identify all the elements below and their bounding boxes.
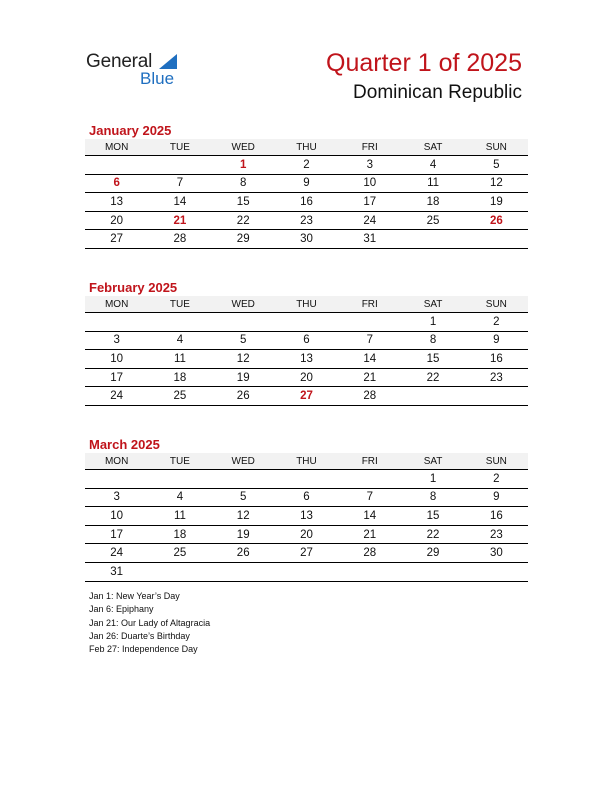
day-cell: 7: [338, 488, 401, 507]
holiday-item: Jan 6: Epiphany: [89, 604, 154, 615]
country-name: Dominican Republic: [353, 82, 522, 103]
day-cell: 11: [401, 174, 464, 193]
day-cell: 20: [275, 525, 338, 544]
weekday-tue: TUE: [148, 453, 211, 470]
empty-day-cell: [465, 562, 528, 581]
day-cell: 25: [148, 387, 211, 406]
day-cell: 10: [85, 507, 148, 526]
day-cell: 24: [85, 544, 148, 563]
day-cell: 25: [401, 211, 464, 230]
weekday-mon: MON: [85, 139, 148, 156]
day-cell: 28: [338, 387, 401, 406]
day-cell: 25: [148, 544, 211, 563]
empty-day-cell: [85, 470, 148, 489]
day-cell: 10: [338, 174, 401, 193]
day-cell: 16: [465, 350, 528, 369]
day-cell: 14: [338, 350, 401, 369]
day-cell: 3: [85, 331, 148, 350]
day-cell: 27: [85, 230, 148, 249]
day-cell: 2: [275, 156, 338, 175]
day-cell: 13: [85, 193, 148, 212]
day-cell: 19: [465, 193, 528, 212]
weekday-thu: THU: [275, 296, 338, 313]
empty-day-cell: [338, 562, 401, 581]
day-cell: 22: [401, 525, 464, 544]
day-cell: 31: [85, 562, 148, 581]
empty-day-cell: [85, 156, 148, 175]
week-row: [85, 562, 528, 581]
day-cell: 20: [85, 211, 148, 230]
day-cell: 16: [465, 507, 528, 526]
week-row: [85, 174, 528, 193]
day-cell: 30: [465, 544, 528, 563]
day-cell: 1: [401, 470, 464, 489]
empty-day-cell: [148, 313, 211, 332]
day-cell: 5: [465, 156, 528, 175]
holiday-day-cell: 1: [212, 156, 275, 175]
empty-day-cell: [212, 470, 275, 489]
brand-logo: [86, 50, 196, 90]
logo-triangle-icon: [159, 54, 177, 69]
day-cell: 26: [212, 387, 275, 406]
day-cell: 28: [148, 230, 211, 249]
weekday-fri: FRI: [338, 139, 401, 156]
day-cell: 24: [85, 387, 148, 406]
week-row: [85, 313, 528, 332]
day-cell: 30: [275, 230, 338, 249]
day-cell: 23: [275, 211, 338, 230]
empty-day-cell: [148, 156, 211, 175]
day-cell: 31: [338, 230, 401, 249]
day-cell: 18: [148, 525, 211, 544]
day-cell: 21: [338, 525, 401, 544]
day-cell: 17: [85, 368, 148, 387]
weekday-header-row: [85, 453, 528, 470]
day-cell: 4: [401, 156, 464, 175]
empty-day-cell: [275, 470, 338, 489]
day-cell: 5: [212, 488, 275, 507]
week-row: [85, 525, 528, 544]
month-title: January 2025: [89, 123, 172, 138]
day-cell: 8: [401, 488, 464, 507]
day-cell: 1: [401, 313, 464, 332]
day-cell: 6: [275, 488, 338, 507]
day-cell: 8: [401, 331, 464, 350]
day-cell: 9: [275, 174, 338, 193]
week-row: [85, 193, 528, 212]
holiday-day-cell: 27: [275, 387, 338, 406]
week-row: [85, 488, 528, 507]
day-cell: 18: [148, 368, 211, 387]
weekday-thu: THU: [275, 139, 338, 156]
holiday-item: Jan 1: New Year’s Day: [89, 591, 180, 601]
day-cell: 26: [212, 544, 275, 563]
holiday-day-cell: 21: [148, 211, 211, 230]
day-cell: 28: [338, 544, 401, 563]
month-february: [85, 279, 528, 406]
calendar-table: [85, 453, 528, 582]
day-cell: 20: [275, 368, 338, 387]
day-cell: 9: [465, 488, 528, 507]
day-cell: 7: [148, 174, 211, 193]
holiday-item: Feb 27: Independence Day: [89, 644, 198, 655]
day-cell: 12: [212, 507, 275, 526]
weekday-tue: TUE: [148, 296, 211, 313]
day-cell: 22: [401, 368, 464, 387]
day-cell: 13: [275, 350, 338, 369]
day-cell: 21: [338, 368, 401, 387]
empty-day-cell: [465, 230, 528, 249]
page-title: Quarter 1 of 2025: [326, 49, 522, 77]
week-row: [85, 331, 528, 350]
day-cell: 12: [212, 350, 275, 369]
weekday-tue: TUE: [148, 139, 211, 156]
day-cell: 9: [465, 331, 528, 350]
day-cell: 10: [85, 350, 148, 369]
day-cell: 2: [465, 313, 528, 332]
weekday-wed: WED: [212, 453, 275, 470]
day-cell: 16: [275, 193, 338, 212]
day-cell: 2: [465, 470, 528, 489]
day-cell: 17: [85, 525, 148, 544]
empty-day-cell: [465, 387, 528, 406]
empty-day-cell: [275, 562, 338, 581]
day-cell: 19: [212, 525, 275, 544]
calendar-table: [85, 139, 528, 249]
day-cell: 27: [275, 544, 338, 563]
empty-day-cell: [275, 313, 338, 332]
holiday-day-cell: 6: [85, 174, 148, 193]
holiday-day-cell: 26: [465, 211, 528, 230]
weekday-sun: SUN: [465, 453, 528, 470]
day-cell: 29: [401, 544, 464, 563]
logo-text-general: General: [86, 51, 153, 72]
weekday-header-row: [85, 296, 528, 313]
empty-day-cell: [148, 562, 211, 581]
weekday-header-row: [85, 139, 528, 156]
week-row: [85, 211, 528, 230]
empty-day-cell: [401, 230, 464, 249]
day-cell: 15: [401, 350, 464, 369]
weekday-sat: SAT: [401, 453, 464, 470]
day-cell: 22: [212, 211, 275, 230]
holiday-list: [89, 590, 210, 656]
day-cell: 4: [148, 488, 211, 507]
weekday-sat: SAT: [401, 139, 464, 156]
weekday-mon: MON: [85, 453, 148, 470]
empty-day-cell: [212, 313, 275, 332]
day-cell: 15: [212, 193, 275, 212]
calendar-body: [85, 470, 528, 582]
empty-day-cell: [212, 562, 275, 581]
week-row: [85, 387, 528, 406]
week-row: [85, 507, 528, 526]
month-title: February 2025: [89, 280, 178, 295]
logo-text-blue: Blue: [140, 69, 175, 88]
day-cell: 24: [338, 211, 401, 230]
day-cell: 18: [401, 193, 464, 212]
day-cell: 11: [148, 350, 211, 369]
empty-day-cell: [401, 562, 464, 581]
weekday-sun: SUN: [465, 139, 528, 156]
month-march: [85, 436, 528, 582]
day-cell: 12: [465, 174, 528, 193]
month-title: March 2025: [89, 437, 160, 452]
weekday-fri: FRI: [338, 296, 401, 313]
day-cell: 19: [212, 368, 275, 387]
week-row: [85, 470, 528, 489]
weekday-thu: THU: [275, 453, 338, 470]
empty-day-cell: [85, 313, 148, 332]
weekday-fri: FRI: [338, 453, 401, 470]
day-cell: 14: [148, 193, 211, 212]
day-cell: 7: [338, 331, 401, 350]
day-cell: 6: [275, 331, 338, 350]
week-row: [85, 156, 528, 175]
day-cell: 23: [465, 525, 528, 544]
day-cell: 23: [465, 368, 528, 387]
week-row: [85, 230, 528, 249]
empty-day-cell: [338, 470, 401, 489]
day-cell: 29: [212, 230, 275, 249]
weekday-wed: WED: [212, 139, 275, 156]
day-cell: 13: [275, 507, 338, 526]
calendar-body: [85, 313, 528, 406]
day-cell: 17: [338, 193, 401, 212]
calendar-body: [85, 156, 528, 249]
weekday-sat: SAT: [401, 296, 464, 313]
week-row: [85, 350, 528, 369]
day-cell: 8: [212, 174, 275, 193]
week-row: [85, 544, 528, 563]
day-cell: 15: [401, 507, 464, 526]
day-cell: 4: [148, 331, 211, 350]
empty-day-cell: [338, 313, 401, 332]
weekday-wed: WED: [212, 296, 275, 313]
day-cell: 11: [148, 507, 211, 526]
day-cell: 5: [212, 331, 275, 350]
day-cell: 3: [85, 488, 148, 507]
weekday-sun: SUN: [465, 296, 528, 313]
holiday-item: Jan 21: Our Lady of Altagracia: [89, 617, 211, 628]
day-cell: 14: [338, 507, 401, 526]
holiday-item: Jan 26: Duarte’s Birthday: [89, 630, 190, 641]
empty-day-cell: [401, 387, 464, 406]
week-row: [85, 368, 528, 387]
day-cell: 3: [338, 156, 401, 175]
empty-day-cell: [148, 470, 211, 489]
calendar-table: [85, 296, 528, 406]
month-january: [85, 122, 528, 249]
weekday-mon: MON: [85, 296, 148, 313]
